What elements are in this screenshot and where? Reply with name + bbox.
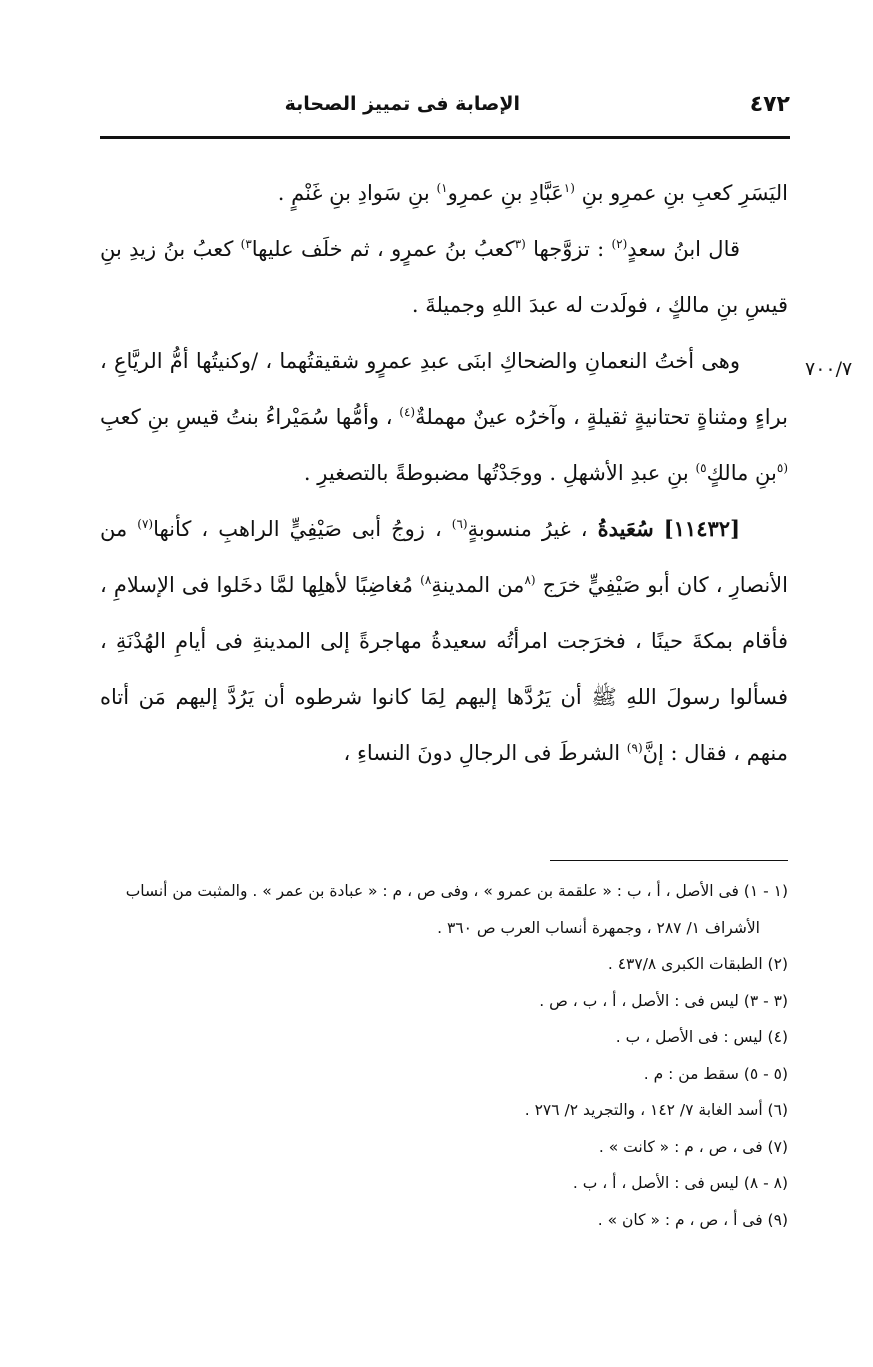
footnote-item: (٩) فى أ ، ص ، م : « كان » .: [597, 1210, 788, 1229]
header-rule: [100, 136, 790, 139]
text-run: الشرطَ فى الرجالِ دونَ النساءِ ،: [343, 741, 627, 765]
entry-name: سُعَيدةُ: [597, 516, 654, 541]
main-text: [100, 165, 788, 781]
footnote-item: (٥ - ٥) سقط من : م .: [643, 1064, 788, 1083]
footnote-item: (٢) الطبقات الكبرى ٤٣٧/٨ .: [607, 955, 788, 973]
text-run: كعبُ بنُ زيدِ بنِ قيسِ بنِ مالكٍ ، فولَدت له عبدَ اللهِ وجميلةَ .: [100, 237, 788, 317]
text-run: ، زوجُ أبى صَيْفِيٍّ الراهبِ ، كأنها: [153, 517, 452, 541]
footnote-item: (٨ - ٨) ليس فى : الأصل ، أ ، ب .: [572, 1174, 788, 1192]
footnote-item: (٦) أسد الغابة ٧/ ١٤٢ ، والتجريد ٢/ ٢٧٦ .: [524, 1101, 788, 1119]
text-run: بنِ مالكٍ: [706, 461, 777, 485]
text-run: ، وأمُّها سُمَيْراءُ بنتُ قيسِ بنِ كعبِ: [100, 405, 400, 429]
paragraph-2: [100, 221, 788, 333]
text-run: اليَسَرِ كعبِ بنِ عمرِو بنِ: [574, 181, 788, 205]
footnotes: [100, 873, 788, 1238]
paragraph-1: [100, 165, 788, 221]
footnote-marker: ٣): [240, 237, 252, 251]
page-header: [100, 82, 790, 126]
footnote-item: (٤) ليس : فى الأصل ، ب .: [615, 1028, 788, 1046]
text-run: عَبَّادِ بنِ عمرِو: [447, 181, 564, 205]
footnote-marker: (٥: [776, 461, 788, 475]
footnote-marker: (٢): [611, 237, 628, 251]
footnote-marker: (٩): [626, 741, 643, 755]
footnote-marker: (٤): [399, 405, 416, 419]
entry-number: [١١٤٣٢]: [663, 516, 740, 541]
text-run: قال ابنُ سعدٍ: [627, 237, 741, 261]
footnote-item: الأشراف ١/ ٢٨٧ ، وجمهرة أنساب العرب ص ٣٦٠ .: [437, 918, 760, 937]
footnote-marker: (٧): [137, 517, 154, 531]
footnote-item: (٧) فى ، ص ، م : « كانت » .: [598, 1137, 788, 1156]
text-run: بنِ عبدِ الأشهلِ . ووجَدْتُها مضبوطةً بالتصغيرِ .: [303, 461, 696, 485]
page-number: ٤٧٢: [749, 92, 790, 117]
footnote-marker: (٦): [451, 517, 468, 531]
footnote-separator: [550, 860, 788, 861]
footnote-marker: (٨: [524, 573, 536, 587]
running-title: الإصابة فى تمييز الصحابة: [284, 93, 520, 115]
footnote-marker: ١): [436, 181, 448, 195]
text-run: ، غيرُ منسوبةٍ: [467, 517, 598, 541]
footnote-item: (١ - ١) فى الأصل ، أ ، ب : « علقمة بن عمرو » ، وفى ص ، م : « عبادة بن عمر » . والمثبت من أنساب: [125, 882, 788, 900]
text-run: : تزوَّجها: [525, 237, 612, 261]
footnote-marker: ٥): [695, 461, 707, 475]
footnote-marker: (١: [563, 181, 575, 195]
margin-reference: ٧٠٠/٧: [805, 358, 853, 380]
text-run: كعبُ بنُ عمرٍو ، ثم خلَف عليها: [251, 237, 515, 261]
paragraph-3: [100, 333, 788, 501]
text-run: وهى أختُ النعمانِ والضحاكِ ابنَى عبدِ عمرٍو شقيقتُهما ، /وكنيتُها أمُّ الريَّاعِ ، براءٍ ومثناةٍ تحتانيةٍ ثقيلةٍ ، وآخرُه عينٌ مهملةٌ: [100, 349, 788, 429]
footnote-marker: (٣: [514, 237, 526, 251]
text-run: من المدينةِ: [431, 573, 525, 597]
text-run: من الأنصارِ ، كان أبو صَيْفِيٍّ خرَج: [100, 517, 788, 597]
text-run: بنِ سَوادِ بنِ غَنْمٍ .: [277, 181, 437, 205]
paragraph-4-entry: [100, 501, 788, 781]
footnote-item: (٣ - ٣) ليس فى : الأصل ، أ ، ب ، ص .: [539, 991, 788, 1010]
text-run: مُغاضِبًا لأهلِها لمَّا دخَلوا فى الإسلامِ ، فأقام بمكةَ حينًا ، فخرَجت امرأتُه سعيدةُ مهاجرةً إلى المدينةِ فى أيامِ الهُدْنَةِ ، فسألوا رسولَ اللهِ ﷺ أن يَرُدَّها إليهم لِمَا كانوا شرطوه أن يَرُدَّ إليهم مَن أتاه منهم ، فقال : إنَّ: [100, 573, 788, 765]
footnote-marker: ٨): [420, 573, 432, 587]
